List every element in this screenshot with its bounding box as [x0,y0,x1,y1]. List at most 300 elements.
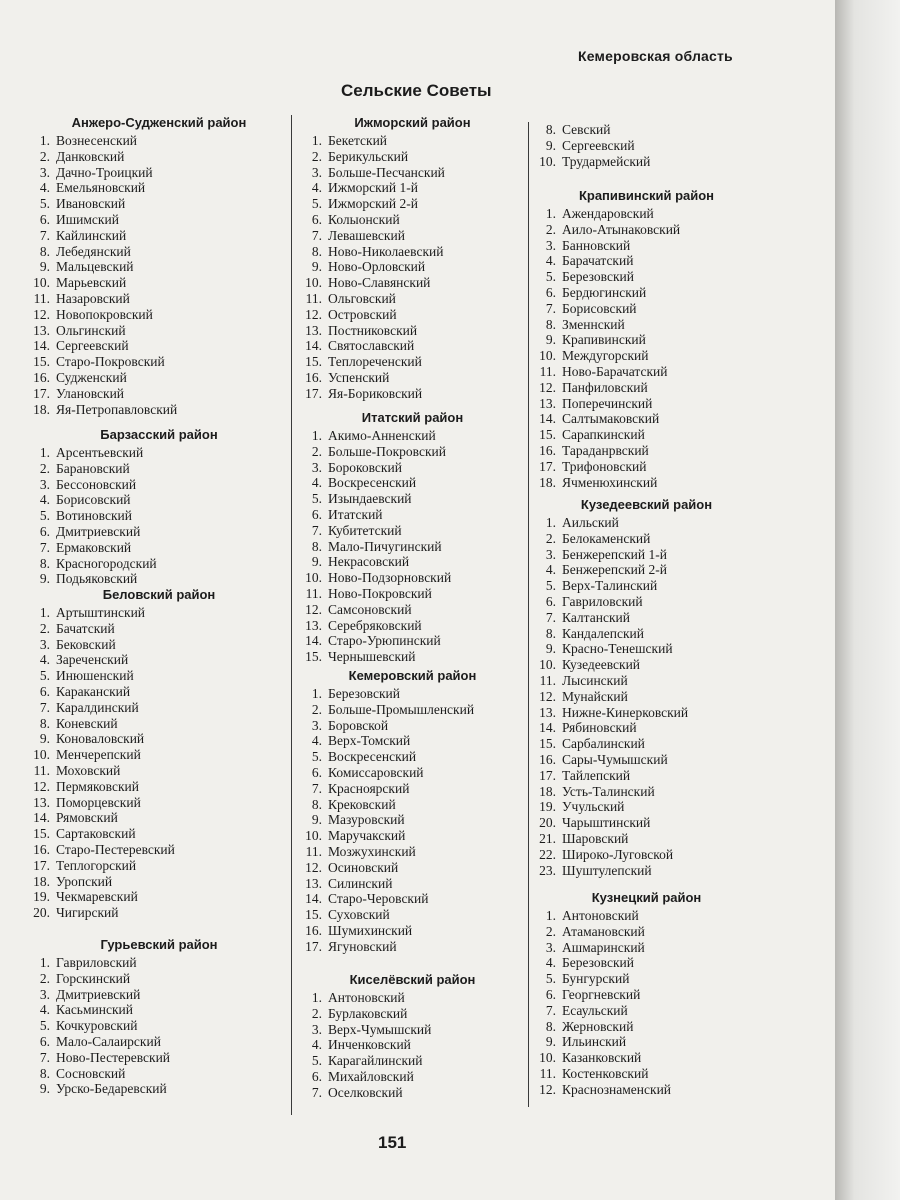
list-item [300,444,525,460]
district-heading: Итатский район [361,410,464,425]
item-number: 2. [311,148,322,164]
list-item [534,908,759,924]
list-item [534,610,759,626]
list-item [300,749,525,765]
council-name: Чернышевский [328,649,416,665]
district-heading: Беловский район [102,587,216,602]
list-item [28,955,290,971]
item-number: 3. [545,939,556,955]
list-item [534,689,759,705]
district-block [28,587,290,921]
list-item [300,586,525,602]
list-item [300,718,525,734]
list-item [300,907,525,923]
council-name: Шаровский [562,830,629,846]
list-item [534,720,759,736]
council-name: Севский [562,122,611,137]
council-name: Жерновский [562,1018,634,1034]
item-number: 11. [305,585,322,601]
council-name: Успенский [328,369,390,385]
item-number: 14. [33,338,50,354]
item-number: 11. [539,1065,556,1081]
item-number: 23. [539,862,556,878]
list-item [300,291,525,307]
item-number: 11. [33,762,50,778]
council-name: Коневский [56,715,118,731]
council-name: Каралдинский [56,699,139,715]
council-name: Дачно-Троицкий [56,164,153,180]
item-number: 12. [305,859,322,875]
council-name: Антоновский [328,990,405,1005]
council-name: Ильинский [562,1034,627,1050]
item-number: 19. [539,799,556,815]
council-name: Зменнский [562,316,625,332]
item-number: 13. [305,322,322,338]
district-heading: Гурьевский район [100,937,218,952]
list-item [28,889,290,905]
item-number: 17. [33,385,50,401]
item-number: 21. [539,830,556,846]
item-number: 7. [311,522,322,538]
item-number: 7. [545,609,556,625]
item-number: 18. [539,474,556,490]
list-item [300,354,525,370]
item-number: 7. [39,1049,50,1065]
item-number: 19. [33,889,50,905]
item-number: 13. [33,794,50,810]
list-item [300,507,525,523]
council-name: Итатский [328,506,383,522]
council-name: Ажендаровский [562,206,654,221]
item-number: 8. [311,796,322,812]
item-number: 4. [39,1002,50,1018]
item-number: 9. [39,259,50,275]
council-name: Георгневский [562,986,641,1002]
item-number: 17. [305,938,322,954]
council-name: Арсентьевский [56,445,144,460]
list-item [28,971,290,987]
list-item [534,427,759,443]
council-name: Судженский [56,369,127,385]
item-number: 10. [305,828,322,844]
council-name: Яя-Петропавловский [56,401,178,417]
council-name: Ново-Покровский [328,585,432,601]
list-item [534,1050,759,1066]
item-number: 3. [311,164,322,180]
council-name: Бердюгинский [562,284,647,300]
district-block [534,122,759,169]
item-number: 6. [311,1068,322,1084]
council-name: Осиновский [328,859,399,875]
item-number: 4. [545,253,556,269]
list-item [28,259,290,275]
council-name: Мальцевский [56,259,134,275]
list-item [300,149,525,165]
item-number: 17. [539,767,556,783]
council-name: Артыштинский [56,605,146,620]
item-number: 5. [545,578,556,594]
council-name: Теплогорский [56,857,137,873]
council-name: Трудармейский [562,153,651,169]
item-number: 16. [305,922,322,938]
item-number: 13. [539,704,556,720]
list-item [534,531,759,547]
item-number: 5. [39,196,50,212]
item-number: 7. [311,1084,322,1100]
council-name: Урско-Бедаревский [56,1081,167,1097]
council-name: Ивановский [56,196,126,212]
item-number: 3. [311,459,322,475]
council-name: Ермаковский [56,539,132,555]
council-name: Рямовский [56,810,118,826]
list-item [534,1066,759,1082]
council-name: Данковский [56,148,125,164]
list-item [28,212,290,228]
item-number: 4. [39,180,50,196]
council-name: Верх-Чумышский [328,1021,432,1037]
column-divider-1 [291,115,292,1115]
list-item [534,971,759,987]
item-number: 1. [311,686,322,701]
list-item [534,1003,759,1019]
item-number: 1. [545,206,556,221]
item-number: 15. [33,826,50,842]
council-list [534,908,759,1098]
list-item [534,594,759,610]
list-item [534,752,759,768]
council-name: Самсоновский [328,601,412,617]
council-list [28,133,290,417]
item-number: 9. [311,812,322,828]
council-name: Воскресенский [328,475,417,491]
item-number: 20. [33,905,50,921]
council-name: Больше-Промышленский [328,701,475,717]
item-number: 16. [33,841,50,857]
item-number: 12. [33,778,50,794]
item-number: 11. [305,290,322,306]
item-number: 2. [39,970,50,986]
list-item [534,799,759,815]
list-item [28,556,290,572]
item-number: 5. [39,508,50,524]
item-number: 6. [39,523,50,539]
council-name: Вотиновский [56,508,132,524]
council-name: Бурлаковский [328,1005,408,1021]
list-item [300,1085,525,1101]
item-number: 6. [39,683,50,699]
item-number: 4. [545,562,556,578]
list-item [28,652,290,668]
list-item [534,380,759,396]
list-item [300,1022,525,1038]
council-name: Краснознаменский [562,1081,672,1097]
list-item [28,133,290,149]
item-number: 16. [539,442,556,458]
council-name: Учульский [562,799,625,815]
list-item [300,338,525,354]
list-item [534,1034,759,1050]
item-number: 4. [311,180,322,196]
council-list [300,133,525,402]
list-item [300,523,525,539]
council-name: Старо-Пестеревский [56,841,175,857]
item-number: 9. [39,571,50,587]
council-name: Берикульский [328,148,409,164]
list-item [300,797,525,813]
column-divider-2 [528,122,529,1107]
item-number: 5. [311,196,322,212]
item-number: 12. [539,379,556,395]
item-number: 2. [39,148,50,164]
council-name: Барановский [56,460,130,476]
council-name: Некрасовский [328,554,410,570]
council-name: Салтымаковский [562,411,660,427]
item-number: 3. [39,986,50,1002]
list-item [28,402,290,418]
council-name: Инюшенский [56,668,134,684]
district-heading: Кузедеевский район [580,497,713,512]
list-item [28,731,290,747]
item-number: 7. [311,227,322,243]
council-name: Суховский [328,907,390,923]
list-item [534,459,759,475]
council-name: Чигирский [56,905,119,921]
item-number: 16. [33,369,50,385]
list-item [534,238,759,254]
list-item [28,524,290,540]
item-number: 16. [539,751,556,767]
council-name: Гавриловский [562,593,643,609]
council-name: Лысинский [562,672,628,688]
item-number: 9. [311,554,322,570]
item-number: 12. [539,688,556,704]
item-number: 9. [39,731,50,747]
item-number: 15. [305,649,322,665]
council-name: Борисовский [56,492,131,508]
council-name: Чарыштинский [562,815,651,831]
council-name: Ново-Николаевский [328,243,444,259]
list-item [534,154,759,170]
item-number: 10. [305,275,322,291]
district-block [28,427,290,587]
council-name: Инченковский [328,1037,411,1053]
item-number: 18. [33,873,50,889]
item-number: 10. [305,570,322,586]
item-number: 3. [39,476,50,492]
list-item [28,244,290,260]
item-number: 9. [311,259,322,275]
council-name: Гавриловский [56,955,137,970]
item-number: 3. [545,237,556,253]
list-item [28,700,290,716]
council-name: Маручакский [328,828,406,844]
council-name: Назаровский [56,290,130,306]
item-number: 22. [539,846,556,862]
item-number: 15. [33,354,50,370]
council-name: Верх-Талинский [562,578,658,594]
item-number: 2. [39,620,50,636]
item-number: 18. [539,783,556,799]
list-item [534,578,759,594]
list-item [300,386,525,402]
council-name: Дмитриевский [56,523,141,539]
item-number: 5. [545,269,556,285]
council-name: Ново-Орловский [328,259,426,275]
list-item [534,705,759,721]
item-number: 4. [311,1037,322,1053]
item-number: 5. [545,971,556,987]
list-item [28,508,290,524]
council-name: Мозжухинский [328,843,416,859]
council-list [300,990,525,1101]
list-item [534,768,759,784]
list-item [28,637,290,653]
council-name: Калтанский [562,609,630,625]
item-number: 4. [545,955,556,971]
council-name: Уропский [56,873,113,889]
item-number: 12. [33,306,50,322]
item-number: 4. [39,652,50,668]
item-number: 6. [311,764,322,780]
council-name: Ольговский [328,290,396,306]
council-name: Бенжерепский 1-й [562,546,667,562]
council-name: Мало-Пичугинский [328,538,442,554]
list-item [28,987,290,1003]
list-item [534,364,759,380]
council-name: Старо-Черовский [328,891,429,907]
list-item [300,460,525,476]
item-number: 3. [311,717,322,733]
list-item [300,539,525,555]
list-item [28,370,290,386]
list-item [28,540,290,556]
list-item [300,1053,525,1069]
list-item [28,492,290,508]
list-item [300,1037,525,1053]
list-item [300,554,525,570]
item-number: 7. [311,780,322,796]
council-name: Кочкуровский [56,1018,138,1034]
list-item [300,1069,525,1085]
list-item [300,702,525,718]
council-name: Кузедеевский [562,657,641,673]
council-name: Ново-Подзорновский [328,570,452,586]
item-number: 9. [39,1081,50,1097]
item-number: 1. [545,515,556,530]
council-name: Силинский [328,875,393,891]
list-item [534,222,759,238]
item-number: 4. [311,733,322,749]
list-item [534,443,759,459]
item-number: 14. [305,891,322,907]
list-item [300,228,525,244]
item-number: 8. [545,625,556,641]
item-number: 14. [539,411,556,427]
district-block [300,410,525,665]
district-block [28,937,290,1097]
list-item [300,428,525,444]
list-item [300,180,525,196]
council-name: Банновский [562,237,631,253]
running-header: Кемеровская область [578,48,733,64]
council-name: Ново-Славянский [328,275,431,291]
list-item [300,244,525,260]
list-item [300,491,525,507]
district-heading: Крапивинский район [578,188,715,203]
list-item [300,939,525,955]
list-item [28,338,290,354]
council-name: Боровской [328,717,389,733]
list-item [300,196,525,212]
council-name: Нижне-Кинерковский [562,704,689,720]
item-number: 1. [39,133,50,148]
list-item [534,138,759,154]
item-number: 4. [311,475,322,491]
item-number: 7. [39,699,50,715]
list-item [28,196,290,212]
council-name: Тараданрвский [562,442,649,458]
item-number: 6. [545,593,556,609]
council-name: Антоновский [562,908,639,923]
item-number: 1. [311,133,322,148]
council-name: Бачатский [56,620,115,636]
council-name: Крековский [328,796,396,812]
list-item [28,716,290,732]
list-item [300,876,525,892]
council-name: Новопокровский [56,306,153,322]
council-name: Бекетский [328,133,388,148]
council-name: Коноваловский [56,731,145,747]
council-name: Барачатский [562,253,634,269]
item-number: 8. [39,715,50,731]
list-item [534,657,759,673]
council-name: Сары-Чумышский [562,751,668,767]
item-number: 13. [539,395,556,411]
item-number: 1. [545,908,556,923]
council-name: Панфиловский [562,379,648,395]
list-item [28,874,290,890]
item-number: 10. [539,657,556,673]
council-name: Бековский [56,636,116,652]
council-name: Ново-Барачатский [562,363,668,379]
council-name: Костенковский [562,1065,649,1081]
item-number: 10. [539,348,556,364]
item-number: 6. [545,284,556,300]
district-heading: Киселёвский район [349,972,476,987]
council-name: Касьминский [56,1002,133,1018]
list-item [300,618,525,634]
item-number: 4. [39,492,50,508]
council-name: Мало-Салаирский [56,1033,161,1049]
council-name: Подьяковский [56,571,138,587]
list-item [300,1006,525,1022]
list-item [534,924,759,940]
council-name: Ольгинский [56,322,126,338]
list-item [534,253,759,269]
council-name: Аильский [562,515,619,530]
council-name: Сартаковский [56,826,136,842]
item-number: 7. [545,300,556,316]
item-number: 8. [311,243,322,259]
council-name: Больше-Покровский [328,443,446,459]
council-name: Шуштулепский [562,862,652,878]
council-name: Улановский [56,385,125,401]
list-item [28,1034,290,1050]
item-number: 10. [539,1050,556,1066]
district-block [28,115,290,417]
council-name: Емельяновский [56,180,146,196]
council-name: Сосновский [56,1065,126,1081]
